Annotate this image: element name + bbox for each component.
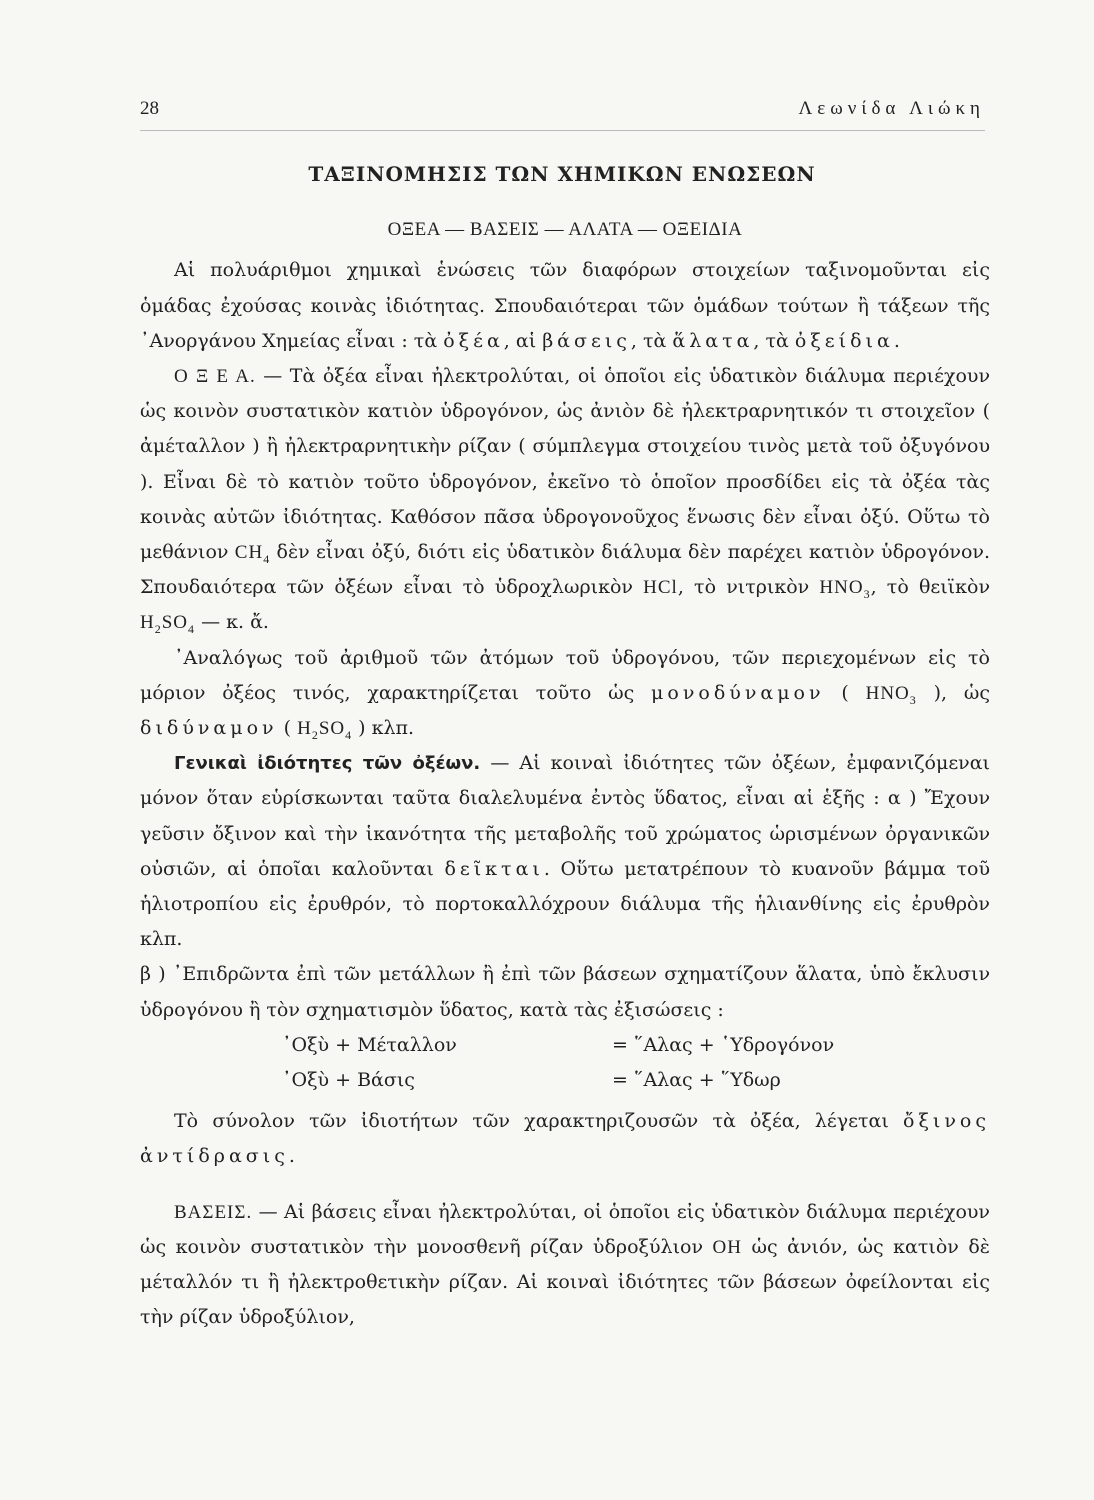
formula-hno3: $HNO_3$ (865, 682, 917, 707)
section-title: ΤΑΞΙΝΟΜΗΣΙΣ ΤΩΝ ΧΗΜΙΚΩΝ ΕΝΩΣΕΩΝ (308, 162, 816, 186)
formula-oh: ΟΗ (712, 1236, 742, 1258)
term-acids: ὀξέα (443, 329, 504, 352)
term-salts: ἅλατα (672, 329, 754, 352)
basicity-paragraph: ᾿Αναλόγως τοῦ ἀριθμοῦ τῶν ἀτόμων τοῦ ὑδρογόνου, τῶν περιεχομένων εἰς τὸ μόριον ὀξέος τινός, χαρακτηρίζεται τοῦτο ὡς μονοδύναμον ( $HNO_3$ ), ὡς διδύναμον ( $H_2SO_4$ ) κλπ. (140, 646, 990, 742)
term-bases: βάσεις (542, 329, 631, 352)
acidic-reaction-paragraph: Τὸ σύνολον τῶν ἰδιοτήτων τῶν χαρακτηριζουσῶν τὰ ὀξέα, λέγεται ὄξινος ἀντίδρασις. (140, 1110, 990, 1168)
equation-right: = ῞Αλας + ῾Υδρογόνον (612, 1033, 835, 1056)
intro-paragraph: Αἱ πολυάριθμοι χημικαὶ ἑνώσεις τῶν διαφόρων στοιχείων ταξινομοῦνται εἰς ὁμάδας ἐχούσας κοινὰς ἰδιότητας. Σπουδαιότεραι τῶν ὁμάδων τούτων ἢ τάξεων τῆς ᾿Ανοργάνου Χημείας εἶναι : τὰ ὀξέα, αἱ βάσεις, τὰ ἅλατα, τὰ ὀξείδια. (140, 259, 990, 352)
equation-left: ᾿Οξὺ + Βάσις (282, 1069, 415, 1092)
formula-ch4: $CH_4$ (234, 542, 271, 566)
acids-heading: Ο Ξ Ε Α. (174, 366, 256, 388)
acids-paragraph: Ο Ξ Ε Α. — Τὰ ὀξέα εἶναι ἠλεκτρολύται, οἱ ὁποῖοι εἰς ὑδατικὸν διάλυμα περιέχουν ὡς κοινὸν συστατικὸν κατιὸν ὑδρογόνον, ὡς ἀνιὸν δὲ ἠλεκτραρνητικόν τι στοιχεῖον ( ἀμέταλλον ) ἢ ἠλεκτραρνητικὴν ρίζαν ( σύμπλεγμα στοιχείου τινὸς μετὰ τοῦ ὀξυγόνου ). Εἶναι δὲ τὸ κατιὸν τοῦτο ὑδρογόνον, ἐκεῖνο τὸ ὁποῖον προσδίδει εἰς τὰ ὀξέα τὰς κοινὰς αὐτῶν ἰδιότητας. Καθόσον πᾶσα ὑδρογονοῦχος ἕνωσις δὲν εἶναι ὀξύ. Οὕτω τὸ μεθάνιον $CH_4$ δὲν εἶναι ὀξύ, διότι εἰς ὑδατικὸν διάλυμα δὲν παρέχει κατιὸν ὑδρογόνον. Σπουδαιότερα τῶν ὀξέων εἶναι τὸ ὑδροχλωρικὸν HCl, τὸ νιτρικὸν $HNO_3$, τὸ θειϊκὸν $H_2SO_4$ — κ. ἄ. (140, 365, 991, 637)
formula-hcl: HCl (643, 577, 678, 599)
header-rule (140, 130, 985, 131)
term-indicators: δεῖκται (444, 857, 544, 880)
equations-block (282, 1028, 990, 1098)
properties-paragraph: Γενικαὶ ἰδιότητες τῶν ὀξέων. — Αἱ κοιναὶ ἰδιότητες τῶν ὀξέων, ἐμφανιζόμεναι μόνον ὅταν εὑρίσκωνται ταῦτα διαλελυμένα ἐντὸς ὕδατος, εἶναι αἱ ἑξῆς : α ) Ἔχουν γεῦσιν ὄξινον καὶ τὴν ἱκανότητα τῆς μεταβολῆς τοῦ χρώματος ὡρισμένων ὀργανικῶν οὐσιῶν, αἱ ὁποῖαι καλοῦνται δεῖκται. Οὕτω μετατρέπουν τὸ κυανοῦν βάμμα τοῦ ἡλιοτροπίου εἰς ἐρυθρόν, τὸ πορτοκαλλόχρουν διάλυμα τῆς ἡλιανθίνης εἰς ἐρυθρὸν κλπ. (140, 752, 990, 951)
term-acidic-reaction: ὄξινος ἀντίδρασις (140, 1110, 990, 1168)
properties-heading: Γενικαὶ ἰδιότητες τῶν ὀξέων. (174, 753, 481, 775)
term-dibasic: διδύναμον (140, 717, 278, 740)
equation-right: = ῞Αλας + ῞Υδωρ (612, 1069, 781, 1092)
reactions-paragraph: β ) ᾿Επιδρῶντα ἐπὶ τῶν μετάλλων ἢ ἐπὶ τῶν βάσεων σχηματίζουν ἅλατα, ὑπὸ ἔκλυσιν ὑδρογόνου ἢ τὸν σχηματισμὸν ὕδατος, κατὰ τὰς ἐξισώσεις : (140, 963, 990, 1021)
term-monobasic: μονοδύναμον (651, 681, 825, 704)
equation-row (282, 1063, 990, 1098)
bases-paragraph: ΒΑΣΕΙΣ. — Αἱ βάσεις εἶναι ἠλεκτρολύται, οἱ ὁποῖοι εἰς ὑδατικὸν διάλυμα περιέχουν ὡς κοινὸν συστατικὸν τὴν μονοσθενῆ ρίζαν ὑδροξύλιον ΟΗ ὡς ἀνιόν, ὡς κατιὸν δὲ μέταλλόν τι ἢ ἠλεκτροθετικὴν ρίζαν. Αἱ κοιναὶ ἰδιότητες τῶν βάσεων ὀφείλονται εἰς τὴν ρίζαν ὑδροξύλιον, (140, 1200, 990, 1329)
term-oxides: ὀξείδια (794, 329, 894, 352)
section-subtitle: ΟΞΕΑ — ΒΑΣΕΙΣ — ΑΛΑΤΑ — ΟΞΕΙΔΙΑ (387, 219, 743, 241)
formula-h2so4: $H_2SO_4$ (140, 612, 196, 637)
page-header (140, 98, 985, 128)
equation-row (282, 1028, 990, 1063)
formula-h2so4: $H_2SO_4$ (297, 718, 353, 742)
page-number: 28 (140, 98, 159, 119)
formula-hno3: $HNO_3$ (819, 577, 871, 602)
running-head: Λεωνίδα Λιώκη (798, 98, 985, 119)
equation-left: ᾿Οξὺ + Μέταλλον (282, 1033, 457, 1056)
bases-heading: ΒΑΣΕΙΣ. (174, 1201, 253, 1223)
page-content (140, 157, 990, 1335)
